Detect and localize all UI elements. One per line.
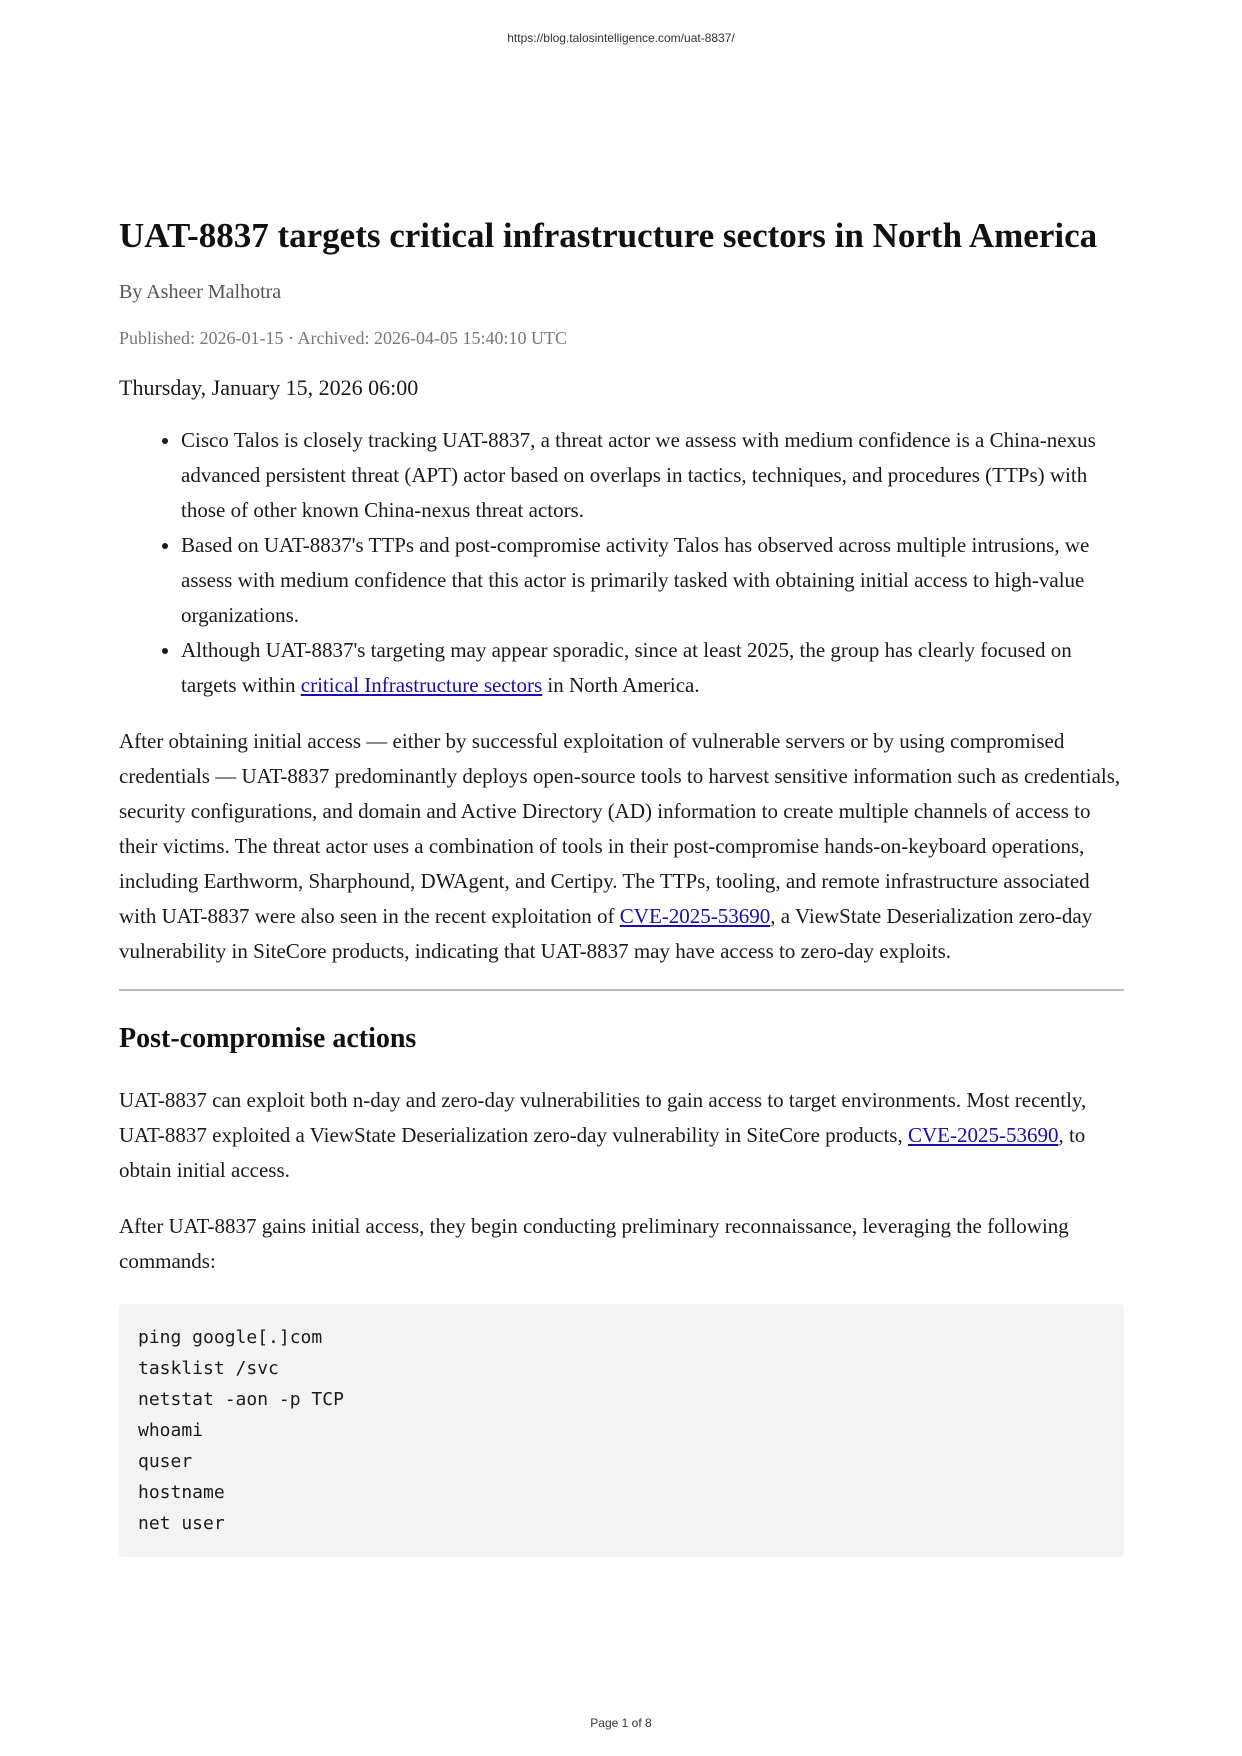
cve-link[interactable]: CVE-2025-53690 xyxy=(619,904,771,928)
author-byline: By Asheer Malhotra xyxy=(119,281,282,303)
section-divider xyxy=(119,989,1124,991)
key-points-list xyxy=(119,423,1124,703)
print-header-url: https://blog.talosintelligence.com/uat-8837/ xyxy=(507,31,735,45)
key-point-text: Although UAT-8837's targeting may appear sporadic, since at least 2025, the group has clearly focused on targets within xyxy=(181,638,1072,697)
section-text: , to obtain initial access. xyxy=(119,1123,1086,1182)
code-block xyxy=(119,1304,1124,1557)
key-point-item: • Cisco Talos is closely tracking UAT-8837, a threat actor we assess with medium confidence is a China-nexus advanced persistent threat (APT) actor based on overlaps in tactics, techniques, and procedures (TTPs) with those of other known China-nexus threat actors. xyxy=(181,423,1124,528)
code-line: netstat -aon -p TCP xyxy=(138,1389,344,1410)
key-point-text: in North America. xyxy=(542,673,700,697)
code-line: hostname xyxy=(138,1482,225,1503)
page-title: UAT-8837 targets critical infrastructure sectors in North America xyxy=(119,216,1098,255)
code-line: ping google[.]com xyxy=(138,1327,323,1348)
cve-link[interactable]: CVE-2025-53690 xyxy=(907,1123,1059,1147)
intro-text: After obtaining initial access — either by successful exploitation of vulnerable servers or by using compromised credentials — UAT-8837 predominantly deploys open-source tools to harvest sensitive information such as credentials, security configurations, and domain and Active Directory (AD) information to create multiple channels of access to their victims. The threat actor uses a combination of tools in their post-compromise hands-on-keyboard operations, including Earthworm, Sharphound, DWAgent, and Certipy. The TTPs, tooling, and remote infrastructure associated with UAT-8837 were also seen in the recent exploitation of xyxy=(119,729,1121,928)
key-point-item xyxy=(181,633,1124,703)
publish-meta: Published: 2026-01-15 · Archived: 2026-04-05 15:40:10 UTC xyxy=(119,328,567,348)
key-point-item: • Based on UAT-8837's TTPs and post-compromise activity Talos has observed across multiple intrusions, we assess with medium confidence that this actor is primarily tasked with obtaining initial access to high-value organizations. xyxy=(181,528,1124,633)
section-paragraph xyxy=(119,1083,1124,1188)
post-date: Thursday, January 15, 2026 06:00 xyxy=(119,375,419,400)
code-line: quser xyxy=(138,1451,193,1472)
code-line: tasklist /svc xyxy=(138,1358,279,1379)
code-line: net user xyxy=(138,1513,225,1534)
section-paragraph: After UAT-8837 gains initial access, they begin conducting preliminary reconnaissance, leveraging the following commands: xyxy=(119,1214,1069,1273)
code-line: whoami xyxy=(138,1420,204,1441)
intro-paragraph xyxy=(119,724,1124,969)
critical-infrastructure-link[interactable]: critical Infrastructure sectors xyxy=(300,673,543,697)
section-text: UAT-8837 can exploit both n-day and zero-day vulnerabilities to gain access to target environments. Most recently, UAT-8837 exploited a ViewState Deserialization zero-day vulnerability in SiteCore products, xyxy=(119,1088,1087,1147)
section-heading: Post-compromise actions xyxy=(119,1023,417,1054)
page-number: Page 1 of 8 xyxy=(590,1716,652,1730)
article xyxy=(119,212,1124,1557)
intro-text: , a ViewState Deserialization zero-day vulnerability in SiteCore products, indicating that UAT-8837 may have access to zero-day exploits. xyxy=(119,904,1093,963)
